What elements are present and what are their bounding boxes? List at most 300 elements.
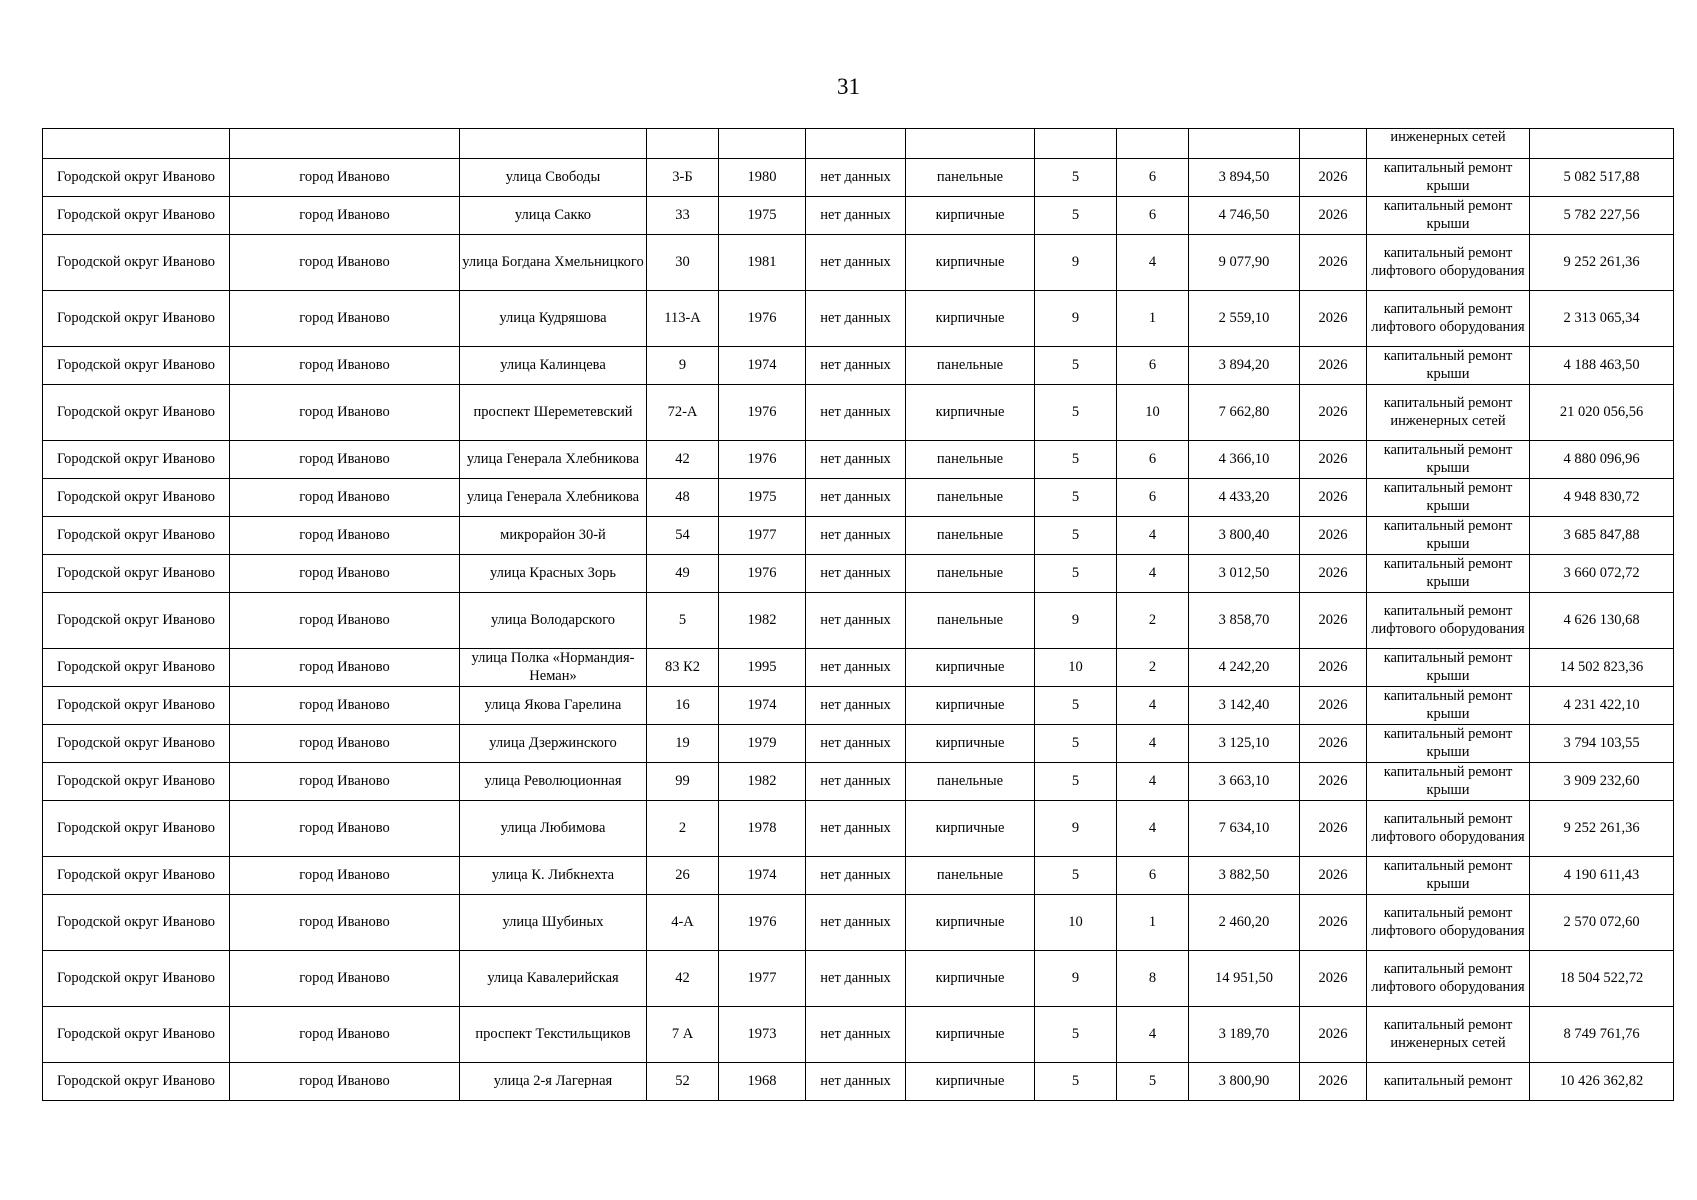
no-data-cell: нет данных xyxy=(806,951,906,1007)
cost-cell: 5 082 517,88 xyxy=(1530,159,1674,197)
table-row xyxy=(43,649,1674,687)
table-row xyxy=(43,1007,1674,1063)
table-row xyxy=(43,951,1674,1007)
no-data-cell: нет данных xyxy=(806,763,906,801)
house-number-cell: 5 xyxy=(647,593,719,649)
settlement-cell: город Иваново xyxy=(230,725,460,763)
plan-year-cell: 2026 xyxy=(1300,555,1367,593)
area-cell: 4 746,50 xyxy=(1189,197,1300,235)
floors-cell: 5 xyxy=(1035,479,1117,517)
street-cell: проспект Текстильщиков xyxy=(460,1007,647,1063)
plan-year-cell: 2026 xyxy=(1300,895,1367,951)
street-cell: улица Генерала Хлебникова xyxy=(460,441,647,479)
house-number-cell: 7 А xyxy=(647,1007,719,1063)
cost-cell: 3 909 232,60 xyxy=(1530,763,1674,801)
municipality-cell: Городской округ Иваново xyxy=(43,801,230,857)
work-type-cell: капитальный ремонт крыши xyxy=(1367,725,1530,763)
cost-cell: 3 794 103,55 xyxy=(1530,725,1674,763)
entrances-cell: 10 xyxy=(1117,385,1189,441)
settlement-cell: город Иваново xyxy=(230,479,460,517)
plan-year-cell: 2026 xyxy=(1300,347,1367,385)
entrances-cell: 4 xyxy=(1117,517,1189,555)
cost-cell xyxy=(1530,129,1674,159)
no-data-cell: нет данных xyxy=(806,517,906,555)
wall-material-cell: кирпичные xyxy=(906,235,1035,291)
no-data-cell: нет данных xyxy=(806,593,906,649)
work-type-cell: капитальный ремонт крыши xyxy=(1367,197,1530,235)
floors-cell: 5 xyxy=(1035,441,1117,479)
area-cell: 14 951,50 xyxy=(1189,951,1300,1007)
municipality-cell: Городской округ Иваново xyxy=(43,687,230,725)
build-year-cell: 1976 xyxy=(719,291,806,347)
settlement-cell: город Иваново xyxy=(230,555,460,593)
no-data-cell: нет данных xyxy=(806,1007,906,1063)
work-type-cell: капитальный ремонт лифтового оборудования xyxy=(1367,951,1530,1007)
entrances-cell: 4 xyxy=(1117,725,1189,763)
build-year-cell: 1976 xyxy=(719,555,806,593)
area-cell: 3 125,10 xyxy=(1189,725,1300,763)
table-row xyxy=(43,857,1674,895)
street-cell: проспект Шереметевский xyxy=(460,385,647,441)
floors-cell: 5 xyxy=(1035,159,1117,197)
house-number-cell: 113-А xyxy=(647,291,719,347)
table-row xyxy=(43,593,1674,649)
work-type-cell: инженерных сетей xyxy=(1367,129,1530,159)
area-cell: 3 012,50 xyxy=(1189,555,1300,593)
municipality-cell: Городской округ Иваново xyxy=(43,1007,230,1063)
floors-cell: 5 xyxy=(1035,857,1117,895)
entrances-cell: 6 xyxy=(1117,347,1189,385)
table-row xyxy=(43,801,1674,857)
build-year-cell: 1974 xyxy=(719,347,806,385)
municipality-cell: Городской округ Иваново xyxy=(43,1063,230,1101)
cost-cell: 5 782 227,56 xyxy=(1530,197,1674,235)
area-cell: 3 189,70 xyxy=(1189,1007,1300,1063)
street-cell: улица Сакко xyxy=(460,197,647,235)
build-year-cell xyxy=(719,129,806,159)
settlement-cell: город Иваново xyxy=(230,159,460,197)
table-row xyxy=(43,1063,1674,1101)
cost-cell: 4 948 830,72 xyxy=(1530,479,1674,517)
cost-cell: 4 188 463,50 xyxy=(1530,347,1674,385)
entrances-cell: 5 xyxy=(1117,1063,1189,1101)
cost-cell: 4 626 130,68 xyxy=(1530,593,1674,649)
municipality-cell: Городской округ Иваново xyxy=(43,593,230,649)
street-cell: улица Кавалерийская xyxy=(460,951,647,1007)
plan-year-cell: 2026 xyxy=(1300,159,1367,197)
floors-cell: 5 xyxy=(1035,725,1117,763)
wall-material-cell: панельные xyxy=(906,555,1035,593)
no-data-cell: нет данных xyxy=(806,1063,906,1101)
work-type-cell: капитальный ремонт крыши xyxy=(1367,687,1530,725)
area-cell: 3 800,40 xyxy=(1189,517,1300,555)
area-cell: 3 800,90 xyxy=(1189,1063,1300,1101)
work-type-cell: капитальный ремонт лифтового оборудования xyxy=(1367,291,1530,347)
settlement-cell: город Иваново xyxy=(230,347,460,385)
no-data-cell: нет данных xyxy=(806,441,906,479)
floors-cell: 9 xyxy=(1035,593,1117,649)
work-type-cell: капитальный ремонт крыши xyxy=(1367,649,1530,687)
wall-material-cell: кирпичные xyxy=(906,725,1035,763)
house-number-cell: 42 xyxy=(647,441,719,479)
build-year-cell: 1968 xyxy=(719,1063,806,1101)
plan-year-cell: 2026 xyxy=(1300,197,1367,235)
no-data-cell: нет данных xyxy=(806,385,906,441)
house-number-cell: 48 xyxy=(647,479,719,517)
build-year-cell: 1974 xyxy=(719,857,806,895)
street-cell: улица Красных Зорь xyxy=(460,555,647,593)
settlement-cell: город Иваново xyxy=(230,197,460,235)
cost-cell: 18 504 522,72 xyxy=(1530,951,1674,1007)
no-data-cell xyxy=(806,129,906,159)
street-cell: микрорайон 30-й xyxy=(460,517,647,555)
wall-material-cell: кирпичные xyxy=(906,895,1035,951)
settlement-cell xyxy=(230,129,460,159)
street-cell: улица Володарского xyxy=(460,593,647,649)
work-type-cell: капитальный ремонт крыши xyxy=(1367,857,1530,895)
street-cell: улица Любимова xyxy=(460,801,647,857)
build-year-cell: 1975 xyxy=(719,197,806,235)
house-number-cell: 42 xyxy=(647,951,719,1007)
floors-cell: 5 xyxy=(1035,555,1117,593)
build-year-cell: 1981 xyxy=(719,235,806,291)
municipality-cell: Городской округ Иваново xyxy=(43,649,230,687)
cost-cell: 3 685 847,88 xyxy=(1530,517,1674,555)
municipality-cell: Городской округ Иваново xyxy=(43,235,230,291)
municipality-cell: Городской округ Иваново xyxy=(43,895,230,951)
floors-cell: 5 xyxy=(1035,1063,1117,1101)
plan-year-cell: 2026 xyxy=(1300,291,1367,347)
no-data-cell: нет данных xyxy=(806,555,906,593)
work-type-cell: капитальный ремонт крыши xyxy=(1367,479,1530,517)
settlement-cell: город Иваново xyxy=(230,687,460,725)
plan-year-cell: 2026 xyxy=(1300,857,1367,895)
street-cell: улица Полка «Нормандия-Неман» xyxy=(460,649,647,687)
house-number-cell: 3-Б xyxy=(647,159,719,197)
build-year-cell: 1976 xyxy=(719,441,806,479)
floors-cell: 5 xyxy=(1035,347,1117,385)
entrances-cell: 6 xyxy=(1117,197,1189,235)
floors-cell: 5 xyxy=(1035,517,1117,555)
settlement-cell: город Иваново xyxy=(230,441,460,479)
build-year-cell: 1977 xyxy=(719,517,806,555)
settlement-cell: город Иваново xyxy=(230,385,460,441)
area-cell: 4 242,20 xyxy=(1189,649,1300,687)
build-year-cell: 1976 xyxy=(719,895,806,951)
entrances-cell: 4 xyxy=(1117,555,1189,593)
wall-material-cell: панельные xyxy=(906,479,1035,517)
build-year-cell: 1974 xyxy=(719,687,806,725)
settlement-cell: город Иваново xyxy=(230,235,460,291)
no-data-cell: нет данных xyxy=(806,857,906,895)
no-data-cell: нет данных xyxy=(806,159,906,197)
no-data-cell: нет данных xyxy=(806,801,906,857)
plan-year-cell: 2026 xyxy=(1300,951,1367,1007)
settlement-cell: город Иваново xyxy=(230,763,460,801)
wall-material-cell: кирпичные xyxy=(906,291,1035,347)
plan-year-cell: 2026 xyxy=(1300,385,1367,441)
cost-cell: 4 880 096,96 xyxy=(1530,441,1674,479)
page-number: 31 xyxy=(837,74,860,99)
municipality-cell: Городской округ Иваново xyxy=(43,857,230,895)
house-number-cell: 4-А xyxy=(647,895,719,951)
street-cell: улица К. Либкнехта xyxy=(460,857,647,895)
table-row xyxy=(43,555,1674,593)
work-type-cell: капитальный ремонт xyxy=(1367,1063,1530,1101)
floors-cell: 10 xyxy=(1035,649,1117,687)
entrances-cell: 6 xyxy=(1117,441,1189,479)
street-cell: улица Свободы xyxy=(460,159,647,197)
build-year-cell: 1978 xyxy=(719,801,806,857)
street-cell: улица Революционная xyxy=(460,763,647,801)
wall-material-cell xyxy=(906,129,1035,159)
entrances-cell: 1 xyxy=(1117,291,1189,347)
wall-material-cell: кирпичные xyxy=(906,801,1035,857)
table-row xyxy=(43,479,1674,517)
cost-cell: 3 660 072,72 xyxy=(1530,555,1674,593)
municipality-cell: Городской округ Иваново xyxy=(43,385,230,441)
house-number-cell: 30 xyxy=(647,235,719,291)
street-cell: улица Якова Гарелина xyxy=(460,687,647,725)
settlement-cell: город Иваново xyxy=(230,801,460,857)
table-row xyxy=(43,129,1674,159)
street-cell: улица 2-я Лагерная xyxy=(460,1063,647,1101)
table-row xyxy=(43,441,1674,479)
plan-year-cell: 2026 xyxy=(1300,801,1367,857)
house-number-cell: 26 xyxy=(647,857,719,895)
entrances-cell xyxy=(1117,129,1189,159)
municipality-cell: Городской округ Иваново xyxy=(43,555,230,593)
settlement-cell: город Иваново xyxy=(230,951,460,1007)
table-row xyxy=(43,235,1674,291)
no-data-cell: нет данных xyxy=(806,291,906,347)
plan-year-cell: 2026 xyxy=(1300,725,1367,763)
municipality-cell: Городской округ Иваново xyxy=(43,197,230,235)
street-cell: улица Дзержинского xyxy=(460,725,647,763)
floors-cell: 5 xyxy=(1035,687,1117,725)
plan-year-cell: 2026 xyxy=(1300,687,1367,725)
work-type-cell: капитальный ремонт крыши xyxy=(1367,159,1530,197)
entrances-cell: 2 xyxy=(1117,593,1189,649)
cost-cell: 10 426 362,82 xyxy=(1530,1063,1674,1101)
settlement-cell: город Иваново xyxy=(230,517,460,555)
entrances-cell: 6 xyxy=(1117,857,1189,895)
area-cell: 9 077,90 xyxy=(1189,235,1300,291)
work-type-cell: капитальный ремонт лифтового оборудования xyxy=(1367,593,1530,649)
house-number-cell: 33 xyxy=(647,197,719,235)
work-type-cell: капитальный ремонт лифтового оборудования xyxy=(1367,235,1530,291)
municipality-cell: Городской округ Иваново xyxy=(43,479,230,517)
area-cell: 4 433,20 xyxy=(1189,479,1300,517)
area-cell xyxy=(1189,129,1300,159)
no-data-cell: нет данных xyxy=(806,235,906,291)
settlement-cell: город Иваново xyxy=(230,593,460,649)
area-cell: 2 559,10 xyxy=(1189,291,1300,347)
table-row xyxy=(43,517,1674,555)
settlement-cell: город Иваново xyxy=(230,291,460,347)
floors-cell: 5 xyxy=(1035,197,1117,235)
area-cell: 3 142,40 xyxy=(1189,687,1300,725)
table-row xyxy=(43,895,1674,951)
build-year-cell: 1975 xyxy=(719,479,806,517)
cost-cell: 21 020 056,56 xyxy=(1530,385,1674,441)
plan-year-cell: 2026 xyxy=(1300,593,1367,649)
municipality-cell: Городской округ Иваново xyxy=(43,441,230,479)
no-data-cell: нет данных xyxy=(806,197,906,235)
street-cell xyxy=(460,129,647,159)
work-type-cell: капитальный ремонт крыши xyxy=(1367,517,1530,555)
no-data-cell: нет данных xyxy=(806,479,906,517)
house-number-cell: 9 xyxy=(647,347,719,385)
area-cell: 3 894,20 xyxy=(1189,347,1300,385)
table-row xyxy=(43,197,1674,235)
entrances-cell: 4 xyxy=(1117,801,1189,857)
wall-material-cell: панельные xyxy=(906,857,1035,895)
plan-year-cell: 2026 xyxy=(1300,479,1367,517)
area-cell: 3 894,50 xyxy=(1189,159,1300,197)
settlement-cell: город Иваново xyxy=(230,1063,460,1101)
cost-cell: 14 502 823,36 xyxy=(1530,649,1674,687)
plan-year-cell: 2026 xyxy=(1300,763,1367,801)
wall-material-cell: кирпичные xyxy=(906,951,1035,1007)
build-year-cell: 1973 xyxy=(719,1007,806,1063)
entrances-cell: 4 xyxy=(1117,1007,1189,1063)
build-year-cell: 1977 xyxy=(719,951,806,1007)
house-number-cell: 19 xyxy=(647,725,719,763)
no-data-cell: нет данных xyxy=(806,649,906,687)
plan-year-cell: 2026 xyxy=(1300,1007,1367,1063)
table-row xyxy=(43,725,1674,763)
wall-material-cell: панельные xyxy=(906,593,1035,649)
municipality-cell: Городской округ Иваново xyxy=(43,725,230,763)
area-cell: 3 882,50 xyxy=(1189,857,1300,895)
wall-material-cell: панельные xyxy=(906,441,1035,479)
wall-material-cell: панельные xyxy=(906,347,1035,385)
floors-cell: 5 xyxy=(1035,763,1117,801)
municipality-cell: Городской округ Иваново xyxy=(43,347,230,385)
municipality-cell: Городской округ Иваново xyxy=(43,291,230,347)
build-year-cell: 1979 xyxy=(719,725,806,763)
work-type-cell: капитальный ремонт крыши xyxy=(1367,441,1530,479)
floors-cell xyxy=(1035,129,1117,159)
street-cell: улица Калинцева xyxy=(460,347,647,385)
municipality-cell: Городской округ Иваново xyxy=(43,763,230,801)
settlement-cell: город Иваново xyxy=(230,649,460,687)
entrances-cell: 8 xyxy=(1117,951,1189,1007)
cost-cell: 4 231 422,10 xyxy=(1530,687,1674,725)
floors-cell: 9 xyxy=(1035,235,1117,291)
wall-material-cell: панельные xyxy=(906,159,1035,197)
work-type-cell: капитальный ремонт крыши xyxy=(1367,763,1530,801)
cost-cell: 8 749 761,76 xyxy=(1530,1007,1674,1063)
entrances-cell: 4 xyxy=(1117,235,1189,291)
entrances-cell: 4 xyxy=(1117,687,1189,725)
table-row xyxy=(43,385,1674,441)
wall-material-cell: панельные xyxy=(906,763,1035,801)
municipality-cell xyxy=(43,129,230,159)
municipality-cell: Городской округ Иваново xyxy=(43,951,230,1007)
house-number-cell xyxy=(647,129,719,159)
build-year-cell: 1980 xyxy=(719,159,806,197)
street-cell: улица Генерала Хлебникова xyxy=(460,479,647,517)
house-number-cell: 72-А xyxy=(647,385,719,441)
table-row xyxy=(43,291,1674,347)
settlement-cell: город Иваново xyxy=(230,1007,460,1063)
entrances-cell: 1 xyxy=(1117,895,1189,951)
wall-material-cell: кирпичные xyxy=(906,649,1035,687)
area-cell: 7 662,80 xyxy=(1189,385,1300,441)
plan-year-cell: 2026 xyxy=(1300,1063,1367,1101)
work-type-cell: капитальный ремонт лифтового оборудования xyxy=(1367,895,1530,951)
area-cell: 7 634,10 xyxy=(1189,801,1300,857)
entrances-cell: 6 xyxy=(1117,159,1189,197)
area-cell: 3 858,70 xyxy=(1189,593,1300,649)
area-cell: 2 460,20 xyxy=(1189,895,1300,951)
wall-material-cell: кирпичные xyxy=(906,197,1035,235)
wall-material-cell: кирпичные xyxy=(906,687,1035,725)
table-row xyxy=(43,347,1674,385)
floors-cell: 9 xyxy=(1035,801,1117,857)
plan-year-cell: 2026 xyxy=(1300,649,1367,687)
no-data-cell: нет данных xyxy=(806,687,906,725)
plan-year-cell: 2026 xyxy=(1300,441,1367,479)
table-row xyxy=(43,763,1674,801)
wall-material-cell: кирпичные xyxy=(906,1063,1035,1101)
municipality-cell: Городской округ Иваново xyxy=(43,159,230,197)
work-type-cell: капитальный ремонт крыши xyxy=(1367,347,1530,385)
cost-cell: 2 570 072,60 xyxy=(1530,895,1674,951)
no-data-cell: нет данных xyxy=(806,895,906,951)
area-cell: 3 663,10 xyxy=(1189,763,1300,801)
house-number-cell: 99 xyxy=(647,763,719,801)
house-number-cell: 52 xyxy=(647,1063,719,1101)
cost-cell: 2 313 065,34 xyxy=(1530,291,1674,347)
work-type-cell: капитальный ремонт инженерных сетей xyxy=(1367,385,1530,441)
municipality-cell: Городской округ Иваново xyxy=(43,517,230,555)
entrances-cell: 6 xyxy=(1117,479,1189,517)
build-year-cell: 1982 xyxy=(719,593,806,649)
cost-cell: 4 190 611,43 xyxy=(1530,857,1674,895)
work-type-cell: капитальный ремонт крыши xyxy=(1367,555,1530,593)
settlement-cell: город Иваново xyxy=(230,895,460,951)
plan-year-cell: 2026 xyxy=(1300,235,1367,291)
floors-cell: 5 xyxy=(1035,1007,1117,1063)
table-row xyxy=(43,159,1674,197)
house-number-cell: 2 xyxy=(647,801,719,857)
work-type-cell: капитальный ремонт лифтового оборудования xyxy=(1367,801,1530,857)
floors-cell: 9 xyxy=(1035,291,1117,347)
build-year-cell: 1976 xyxy=(719,385,806,441)
entrances-cell: 4 xyxy=(1117,763,1189,801)
cost-cell: 9 252 261,36 xyxy=(1530,235,1674,291)
plan-year-cell xyxy=(1300,129,1367,159)
street-cell: улица Богдана Хмельницкого xyxy=(460,235,647,291)
house-number-cell: 49 xyxy=(647,555,719,593)
settlement-cell: город Иваново xyxy=(230,857,460,895)
entrances-cell: 2 xyxy=(1117,649,1189,687)
register-table xyxy=(42,128,1674,1101)
street-cell: улица Кудряшова xyxy=(460,291,647,347)
no-data-cell: нет данных xyxy=(806,347,906,385)
build-year-cell: 1982 xyxy=(719,763,806,801)
table-row xyxy=(43,687,1674,725)
floors-cell: 9 xyxy=(1035,951,1117,1007)
area-cell: 4 366,10 xyxy=(1189,441,1300,479)
house-number-cell: 83 К2 xyxy=(647,649,719,687)
floors-cell: 10 xyxy=(1035,895,1117,951)
cost-cell: 9 252 261,36 xyxy=(1530,801,1674,857)
wall-material-cell: кирпичные xyxy=(906,1007,1035,1063)
